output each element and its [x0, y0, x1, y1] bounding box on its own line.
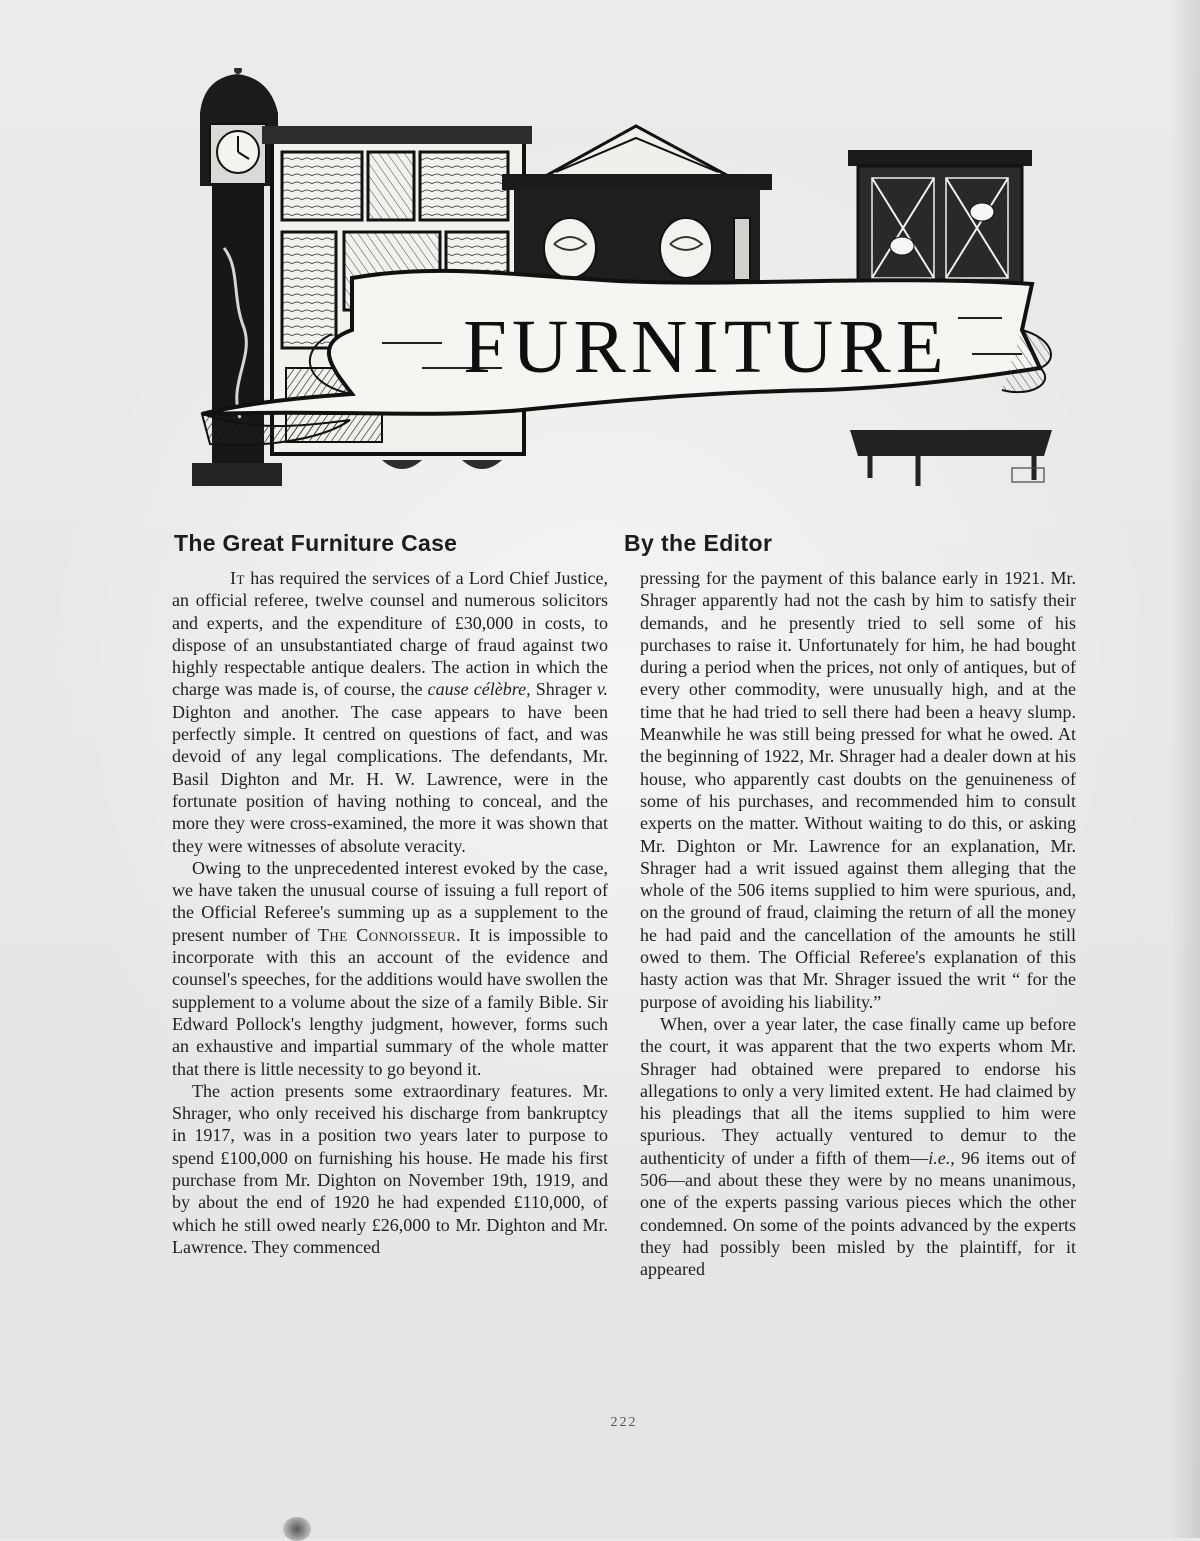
ginger-jar: [660, 218, 712, 278]
cabinet-cornice: [848, 150, 1032, 166]
furniture-banner-title: FURNITURE: [463, 304, 949, 389]
clock-finial: [234, 68, 242, 74]
ginger-jar: [544, 218, 596, 278]
cupboard-cornice: [262, 126, 532, 144]
cabinet-china: [890, 237, 914, 255]
article-byline: By the Editor: [624, 530, 773, 556]
paragraph-text-run: Owing to the unprecedented interest evoked by the case, we have taken the unusual course of issuing a full report of the Official Referee's summing up as a supplement to the present number of: [172, 857, 608, 945]
paragraph-text-run: has required the services of a Lord Chief Justice, an official referee, twelve counsel and numerous solicitors and experts, and the expenditure of £30,000 in costs, to dispose of an unsubstantiated charge of fraud against two highly respectable antique dealers. The action in which the charge was made is, of course, the: [172, 568, 608, 700]
cupboard-panel: [420, 152, 508, 220]
turned-post: [734, 218, 750, 280]
cupboard-panel: [368, 152, 414, 220]
paragraph-text-run: Dighton and another. The case appears to have been perfectly simple. It centred on questions of fact, and was devoid of any legal complications. The defendants, Mr. Basil Dighton and Mr. H. W. Lawrence, were in the fortunate position of having nothing to conceal, and the more they were cross-examined, the more it was shown that they were witnesses of absolute veracity.: [172, 701, 608, 856]
paragraph-text-run: v.: [596, 679, 609, 700]
paragraph-text-run: Shrager: [530, 679, 597, 700]
paragraph-text-run: The action presents some extraordinary features. Mr. Shrager, who only received his discharge from bankruptcy in 1917, was in a position two years later to purpose to spend £100,000 on furnishing his house. He made his first purchase from Mr. Dighton on November 19th, 1919, and by about the end of 1920 he had expended £110,000, of which he still owed nearly £26,000 to Mr. Dighton and Mr. Lawrence. They commenced: [172, 1080, 608, 1257]
cupboard-panel: [282, 232, 336, 348]
side-table-top: [850, 430, 1052, 456]
cupboard-panel: [282, 152, 362, 220]
article-paragraph: [640, 567, 1076, 1013]
cabinet-china: [970, 203, 994, 221]
furniture-header-illustration: [182, 68, 1060, 498]
paragraph-text-run: It is impossible to incorporate with this an account of the evidence and counsel's speeches, for the additions would have swollen the supplement to a volume about the size of a family Bible. Sir Edward Pollock's lengthy judgment, however, forms such an exhaustive and impartial summary of the whole matter that there is little necessity to go beyond it.: [172, 924, 608, 1079]
furniture-engraving: [182, 68, 1060, 498]
article-column-left: [172, 567, 608, 1397]
article-column-right: [640, 567, 1076, 1397]
page-number: 222: [610, 1415, 638, 1430]
paragraph-text-run: i.e.,: [928, 1147, 955, 1168]
paragraph-text-run: pressing for the payment of this balance early in 1921. Mr. Shrager apparently had not the cash by him to satisfy their demands, and he presently tried to sell some of his purchases to raise it. Unfortunately for him, he had bought during a period when the prices, not only of antiques, but of every other commodity, were unusually high, and at the time that he had tried to sell there had been a heavy slump. Meanwhile he was still being pressed for what he owed. At the beginning of 1922, Mr. Shrager had a dealer down at his house, who apparently cast doubts on the genuineness of some of his purchases, and recommended him to consult experts on the matter. Without waiting to do this, or asking Mr. Dighton or Mr. Lawrence for an explanation, Mr. Shrager had a writ issued against them alleging that the whole of the 506 items supplied to him were spurious, and, on the ground of fraud, claiming the return of all the money he had paid and the cancellation of the amounts he still owed to them. The Official Referee's explanation of this hasty action was that Mr. Shrager issued the writ “ for the purpose of avoiding his liability.”: [640, 568, 1076, 1012]
article-title: The Great Furniture Case: [174, 530, 458, 556]
paragraph-text-run: It: [230, 568, 245, 588]
article-paragraph: [172, 567, 608, 857]
clock-base: [192, 463, 282, 486]
artist-signature-box: [1012, 468, 1044, 482]
article-paragraph: [640, 1013, 1076, 1281]
dresser-cornice: [502, 174, 772, 190]
paragraph-text-run: cause célèbre,: [427, 679, 531, 700]
paragraph-text-run: The Connoisseur.: [317, 924, 462, 945]
article-paragraph: [172, 1080, 608, 1258]
page-gutter-shadow: [1170, 0, 1200, 1538]
cupboard-feet: [382, 460, 502, 469]
paragraph-text-run: 96 items out of 506—and about these they were by no means unanimous, one of the experts passing various pieces which the other condemned. On some of the points advanced by the experts they had possibly been misled by the plaintiff, for it appeared: [640, 1147, 1076, 1280]
pediment: [542, 126, 732, 178]
ink-blot: [283, 1517, 311, 1541]
article-paragraph: [172, 857, 608, 1080]
paragraph-text-run: When, over a year later, the case finally came up before the court, it was apparent that the two experts whom Mr. Shrager had obtained were prepared to endorse his allegations to only a very limited extent. He had claimed by his pleadings that all the items supplied to him were spurious. They actually ventured to demur to the authenticity of under a fifth of them—: [640, 1013, 1076, 1168]
